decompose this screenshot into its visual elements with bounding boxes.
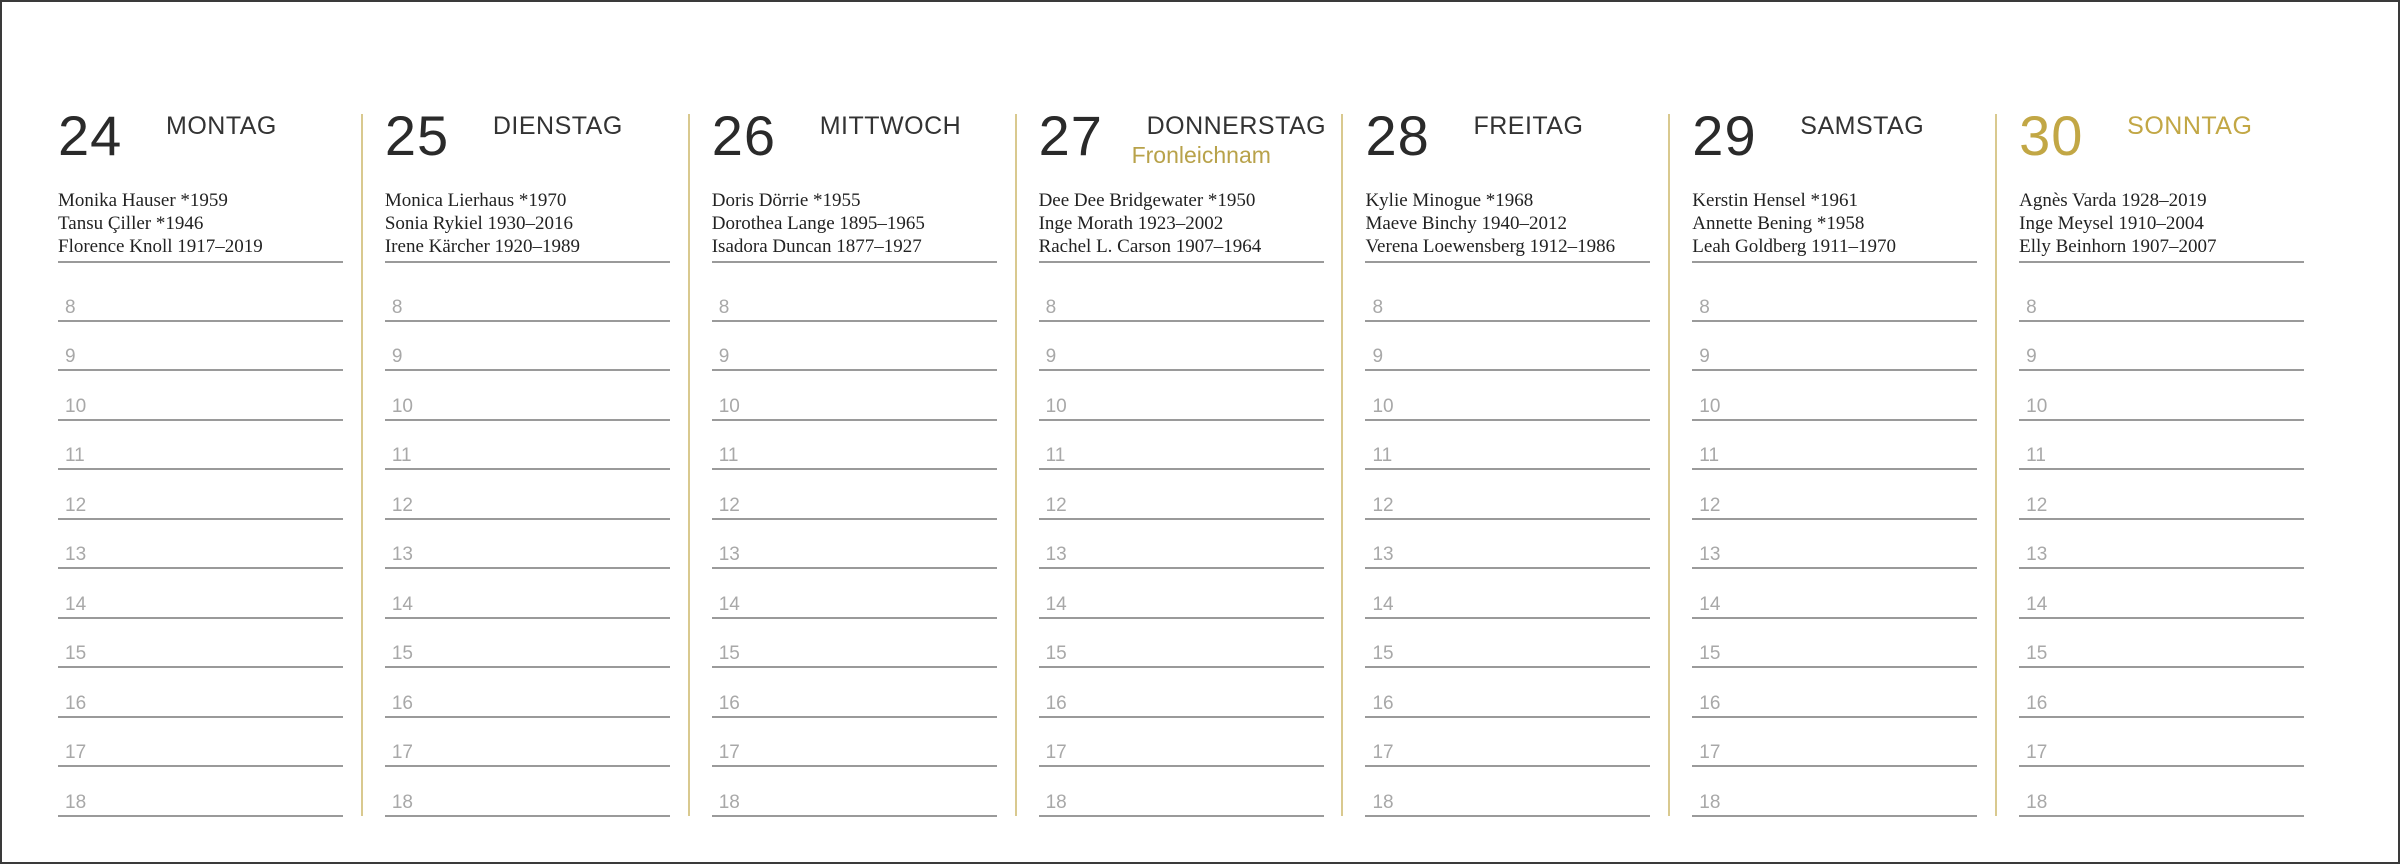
hour-slot[interactable] [58,371,343,421]
hour-label: 13 [2026,544,2048,565]
hour-slot[interactable] [58,668,343,718]
hour-label: 18 [2026,791,2048,813]
hour-label: 16 [1699,692,1721,714]
hour-label: 9 [65,346,76,367]
birthday-entry: Irene Kärcher 1920–1989 [384,236,581,257]
hour-slot[interactable] [385,520,670,570]
hour-label: 9 [1045,346,1057,367]
day-name: SONNTAG [2127,112,2253,140]
birthday-entry: Maeve Binchy 1940–2012 [1365,213,1568,234]
hour-slot[interactable] [385,272,670,322]
hour-label: 11 [391,445,412,466]
hour-slot[interactable] [1692,421,1977,471]
hour-slots [1365,272,1650,817]
day-column [1365,102,1692,818]
hour-slot[interactable] [1039,421,1324,471]
hour-slot[interactable] [1692,619,1977,669]
hour-slot[interactable] [58,767,343,817]
day-name: MONTAG [166,112,277,140]
hour-label: 10 [1372,395,1394,417]
hour-slot[interactable] [2019,668,2304,718]
hour-label: 8 [1372,296,1384,318]
hour-slot[interactable] [1365,421,1650,471]
birthday-entry: Agnès Varda 1928–2019 [2019,190,2207,211]
day-name: SAMSTAG [1800,112,1925,140]
hour-label: 18 [65,791,87,813]
hour-slot[interactable] [1692,569,1977,619]
hour-slot[interactable] [1039,470,1324,520]
birthday-list [2019,189,2304,263]
birthday-entry: Kylie Minogue *1968 [1365,190,1534,211]
hour-label: 12 [2026,494,2048,516]
hour-label: 11 [65,445,85,466]
hour-label: 16 [391,692,413,714]
hour-label: 12 [1699,494,1721,516]
hour-slot[interactable] [1692,322,1977,372]
hour-slot[interactable] [2019,272,2304,322]
birthday-entry: Florence Knoll 1917–2019 [58,236,263,257]
hour-label: 12 [391,494,413,516]
day-column [2019,102,2346,818]
hour-slots [58,272,343,817]
hour-slot[interactable] [1039,668,1324,718]
hour-label: 11 [718,445,739,466]
hour-slot[interactable] [1039,272,1324,322]
hour-label: 16 [65,692,87,714]
birthday-entry: Sonia Rykiel 1930–2016 [384,213,574,234]
hour-slot[interactable] [385,371,670,421]
day-number: 29 [1692,104,1757,167]
hour-label: 9 [718,346,730,367]
day-separator [1668,114,1670,816]
birthday-list [1365,189,1650,263]
hour-label: 13 [1372,544,1394,565]
hour-label: 13 [65,544,87,565]
day-name: DONNERSTAG [1146,112,1327,140]
hour-label: 10 [2026,395,2048,417]
day-number: 28 [1365,104,1430,167]
hour-label: 14 [2026,593,2048,615]
hour-label: 9 [1699,346,1710,367]
hour-slots [712,272,997,817]
hour-label: 10 [1045,395,1067,417]
hour-slot[interactable] [1039,520,1324,570]
hour-slot[interactable] [58,619,343,669]
hour-slot[interactable] [385,668,670,718]
hour-label: 15 [391,643,413,664]
hour-label: 8 [718,296,730,318]
hour-slot[interactable] [712,668,997,718]
hour-slot[interactable] [712,322,997,372]
hour-label: 13 [1045,544,1067,565]
hour-label: 11 [2026,445,2046,466]
hour-slot[interactable] [1692,668,1977,718]
hour-slots [385,272,670,817]
hour-slot[interactable] [1039,619,1324,669]
hour-slot[interactable] [1692,371,1977,421]
hour-slot[interactable] [1365,322,1650,372]
hour-label: 17 [1699,742,1721,763]
hour-slot[interactable] [1365,371,1650,421]
hour-slot[interactable] [1039,371,1324,421]
hour-label: 18 [718,791,740,813]
day-number: 24 [58,104,123,167]
hour-slot[interactable] [385,767,670,817]
hour-slot[interactable] [2019,718,2304,768]
hour-slot[interactable] [1365,569,1650,619]
hour-slot[interactable] [712,520,997,570]
hour-label: 18 [1045,791,1067,813]
hour-slot[interactable] [1365,272,1650,322]
hour-slot[interactable] [712,767,997,817]
birthday-entry: Inge Morath 1923–2002 [1038,213,1224,234]
birthday-entry: Dorothea Lange 1895–1965 [711,213,925,234]
hour-slot[interactable] [1692,718,1977,768]
hour-label: 15 [2026,643,2048,664]
hour-label: 16 [718,692,740,714]
hour-slot[interactable] [58,322,343,372]
hour-label: 14 [391,593,413,615]
hour-label: 13 [391,544,413,565]
birthday-entry: Doris Dörrie *1955 [711,190,861,211]
hour-label: 14 [1045,593,1067,615]
hour-slot[interactable] [1039,322,1324,372]
birthday-entry: Rachel L. Carson 1907–1964 [1038,236,1262,257]
hour-label: 8 [65,296,76,318]
hour-slot[interactable] [2019,371,2304,421]
hour-slot[interactable] [58,718,343,768]
birthday-entry: Monika Hauser *1959 [58,190,228,211]
hour-slot[interactable] [58,421,343,471]
hour-slot[interactable] [1692,520,1977,570]
hour-slot[interactable] [385,470,670,520]
hour-slots [2019,272,2304,817]
hour-label: 15 [65,643,87,664]
hour-slot[interactable] [385,322,670,372]
hour-slot[interactable] [1039,569,1324,619]
hour-label: 8 [1045,296,1057,318]
hour-slot[interactable] [58,520,343,570]
hour-label: 14 [1372,593,1394,615]
holiday-label: Fronleichnam [1131,142,1271,168]
hour-slot[interactable] [1039,767,1324,817]
hour-label: 15 [1372,643,1394,664]
hour-label: 17 [1372,742,1394,763]
hour-slot[interactable] [712,619,997,669]
birthday-list [385,189,670,263]
hour-label: 9 [1372,346,1384,367]
hour-slot[interactable] [1692,470,1977,520]
hour-slot[interactable] [58,272,343,322]
hour-label: 15 [718,643,740,664]
hour-slot[interactable] [1692,272,1977,322]
day-column [712,102,1039,818]
hour-slot[interactable] [1365,767,1650,817]
hour-slot[interactable] [2019,520,2304,570]
hour-slot[interactable] [2019,619,2304,669]
hour-label: 17 [1045,742,1067,763]
birthday-entry: Annette Bening *1958 [1692,213,1865,234]
birthday-entry: Isadora Duncan 1877–1927 [711,236,922,257]
birthday-entry: Tansu Çiller *1946 [58,213,204,234]
hour-label: 10 [1699,395,1721,417]
hour-label: 9 [2026,346,2037,367]
hour-slot[interactable] [712,272,997,322]
hour-slot[interactable] [712,470,997,520]
day-column [1692,102,2019,818]
hour-label: 16 [1045,692,1067,714]
hour-slot[interactable] [1692,767,1977,817]
hour-label: 8 [391,296,403,318]
day-name: FREITAG [1473,112,1584,140]
day-number: 25 [384,104,450,167]
hour-slot[interactable] [1039,718,1324,768]
hour-label: 17 [2026,742,2048,763]
hour-label: 14 [65,593,87,615]
hour-slot[interactable] [2019,569,2304,619]
hour-slot[interactable] [2019,767,2304,817]
hour-label: 16 [2026,692,2048,714]
day-separator [1015,114,1017,816]
birthday-entry: Verena Loewensberg 1912–1986 [1365,236,1616,257]
birthday-list [1039,189,1324,263]
hour-label: 18 [1699,791,1721,813]
birthday-entry: Elly Beinhorn 1907–2007 [2019,236,2217,257]
day-number: 27 [1038,104,1103,167]
birthday-list [1692,189,1977,263]
hour-slot[interactable] [712,569,997,619]
day-name: DIENSTAG [492,112,623,140]
hour-label: 17 [718,742,740,763]
hour-label: 12 [65,494,87,516]
day-separator [688,114,690,816]
hour-slot[interactable] [58,569,343,619]
hour-slot[interactable] [712,371,997,421]
hour-slot[interactable] [2019,421,2304,471]
day-column [385,102,712,818]
hour-label: 14 [718,593,740,615]
hour-label: 10 [391,395,413,417]
hour-label: 14 [1699,593,1721,615]
hour-slots [1692,272,1977,817]
hour-slot[interactable] [1365,718,1650,768]
hour-label: 17 [65,742,87,763]
hour-label: 13 [1699,544,1721,565]
birthday-list [712,189,997,263]
hour-label: 18 [391,791,413,813]
hour-label: 8 [2026,296,2037,318]
day-separator [1995,114,1997,816]
birthday-entry: Inge Meysel 1910–2004 [2019,213,2204,234]
hour-slot[interactable] [712,718,997,768]
hour-label: 11 [1372,445,1393,466]
day-name: MITTWOCH [819,112,962,140]
hour-label: 15 [1699,643,1721,664]
hour-label: 15 [1045,643,1067,664]
hour-label: 16 [1372,692,1394,714]
hour-slot[interactable] [58,470,343,520]
hour-label: 12 [718,494,740,516]
hour-slot[interactable] [385,569,670,619]
hour-slot[interactable] [1365,520,1650,570]
hour-slot[interactable] [385,421,670,471]
hour-slots [1039,272,1324,817]
birthday-entry: Dee Dee Bridgewater *1950 [1038,190,1256,211]
hour-label: 12 [1372,494,1394,516]
day-separator [361,114,363,816]
hour-slot[interactable] [385,718,670,768]
day-column [1039,102,1366,818]
week-grid [58,102,2346,818]
hour-slot[interactable] [1365,619,1650,669]
hour-label: 18 [1372,791,1394,813]
hour-label: 12 [1045,494,1067,516]
birthday-entry: Monica Lierhaus *1970 [384,190,567,211]
day-number: 26 [711,104,777,167]
hour-label: 10 [65,395,87,417]
hour-slot[interactable] [385,619,670,669]
day-separator [1341,114,1343,816]
day-column [58,102,385,818]
hour-label: 11 [1045,445,1066,466]
hour-label: 10 [718,395,740,417]
hour-slot[interactable] [1365,668,1650,718]
hour-slot[interactable] [2019,470,2304,520]
hour-slot[interactable] [712,421,997,471]
hour-label: 17 [391,742,413,763]
hour-slot[interactable] [1365,470,1650,520]
birthday-list [58,189,343,263]
birthday-entry: Kerstin Hensel *1961 [1692,190,1858,211]
hour-label: 9 [391,346,403,367]
hour-slot[interactable] [2019,322,2304,372]
hour-label: 13 [718,544,740,565]
birthday-entry: Leah Goldberg 1911–1970 [1692,236,1896,257]
hour-label: 11 [1699,445,1720,466]
hour-label: 8 [1699,296,1710,318]
day-number: 30 [2019,104,2084,167]
